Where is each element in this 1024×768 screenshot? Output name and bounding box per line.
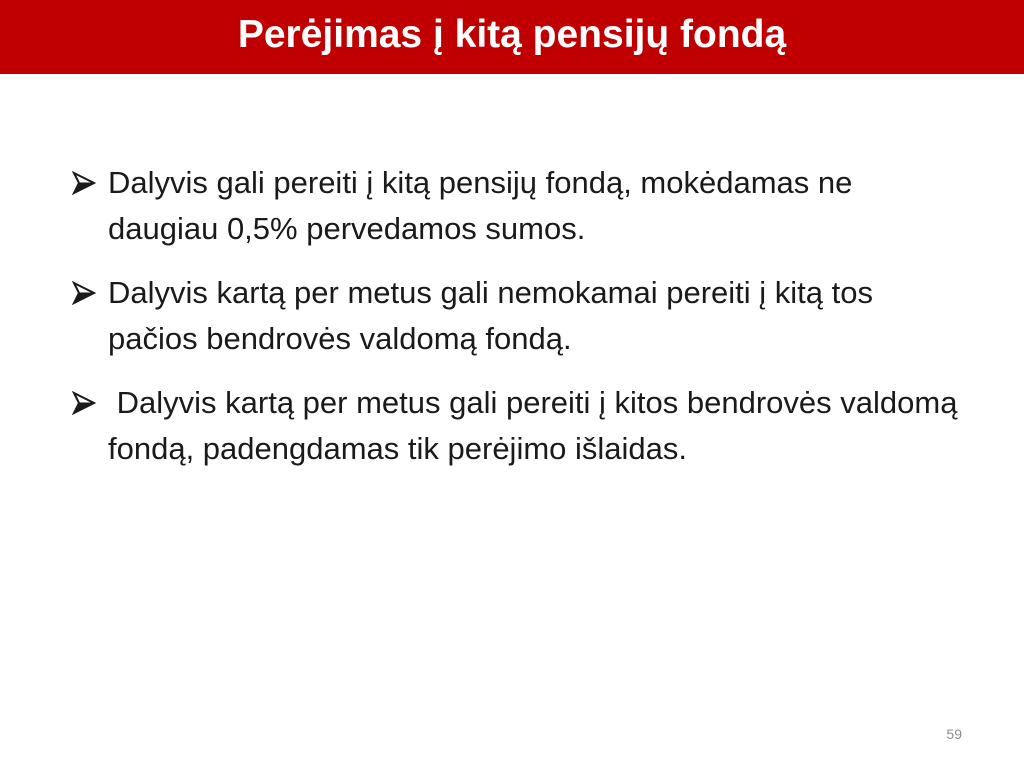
- page-number: 59: [946, 726, 962, 742]
- bullet-text: Dalyvis kartą per metus gali pereiti į kitos bendrovės valdomą fondą, padengdamas tik perėjimo išlaidas.: [108, 385, 967, 466]
- arrowhead-bullet-icon: [72, 160, 108, 206]
- title-bar: [0, 0, 1024, 74]
- bullet-text: Dalyvis gali pereiti į kitą pensijų fondą, mokėdamas ne daugiau 0,5% pervedamos sumos.: [108, 165, 853, 246]
- bullet-item: [72, 380, 972, 472]
- bullet-list: [72, 160, 972, 490]
- bullet-text: Dalyvis kartą per metus gali nemokamai pereiti į kitą tos pačios bendrovės valdomą fondą.: [108, 275, 873, 356]
- arrowhead-bullet-icon: [72, 270, 108, 316]
- bullet-item: [72, 160, 972, 252]
- bullet-item: [72, 270, 972, 362]
- slide-title: Perėjimas į kitą pensijų fondą: [237, 13, 787, 56]
- arrowhead-bullet-icon: [72, 380, 108, 426]
